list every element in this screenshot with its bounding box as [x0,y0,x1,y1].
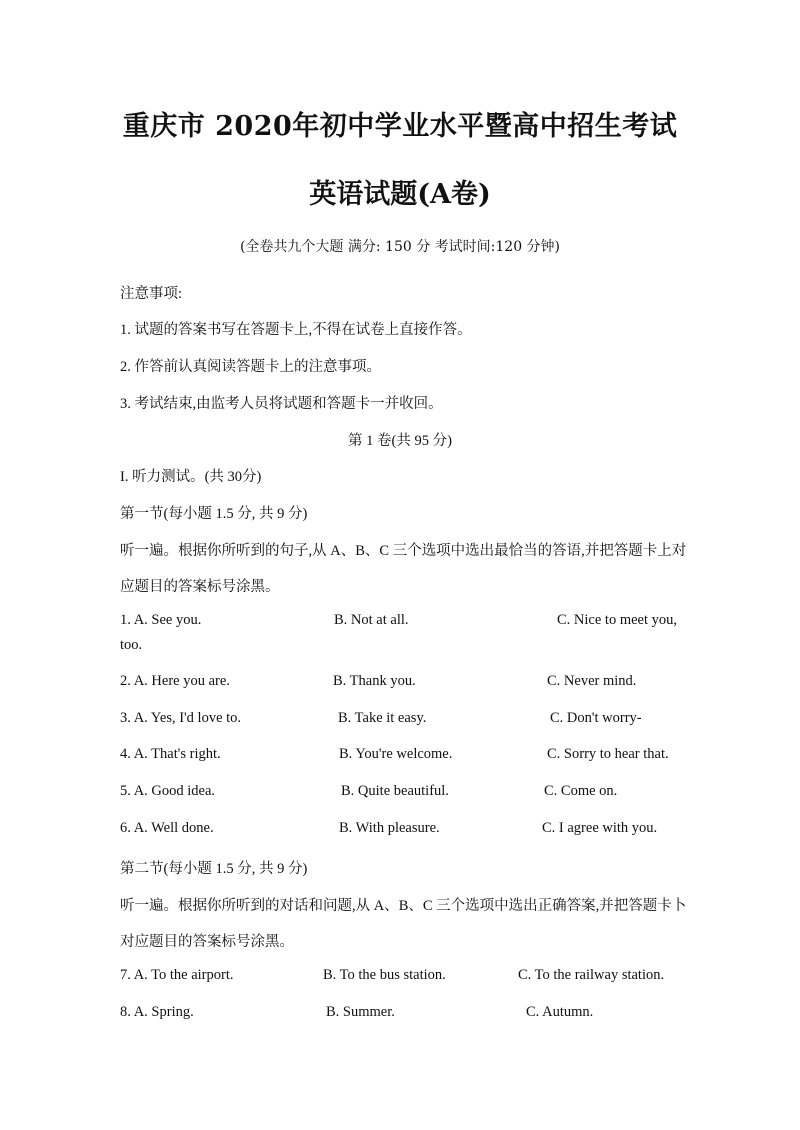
notice-item: 2. 作答前认真阅读答题卡上的注意事项。 [120,359,381,375]
part2-instruction: 听一遍。根据你所听到的对话和问题,从 A、B、C 三个选项中选出正确答案,并把答题卡卜 [120,898,687,914]
option-c: C. Never mind. [547,673,637,689]
part1-title: 第一节(每小题 1.5 分, 共 9 分) [120,506,308,522]
option-b: B. You're welcome. [339,746,453,762]
option-c: C. I agree with you. [542,820,658,836]
question-row [120,746,690,768]
option-c: C. Autumn. [526,1004,594,1020]
option-a: 4. A. That's right. [120,746,221,762]
option-c-continued: too. [120,637,143,653]
part2-instruction-cont: 对应题目的答案标号涂黑。 [120,934,294,950]
exam-title: 重庆市 2020年初中学业水平暨高中招生考试 [122,111,678,142]
option-b: B. Not at all. [334,612,409,628]
option-b: B. To the bus station. [323,967,446,983]
notice-heading: 注意事项: [120,286,183,302]
exam-info: (全卷共九个大题 满分: 150 分 考试时间:120 分钟) [239,239,561,255]
part1-instruction-cont: 应题目的答案标号涂黑。 [120,579,280,595]
question-row [120,967,690,989]
part1-instruction: 听一遍。根据你所听到的句子,从 A、B、C 三个选项中选出最恰当的答语,并把答题卡上对 [120,543,687,559]
part2-title: 第二节(每小题 1.5 分, 共 9 分) [120,861,308,877]
option-b: B. Thank you. [333,673,416,689]
option-b: B. Take it easy. [338,710,427,726]
option-b: B. Summer. [326,1004,395,1020]
option-a: 8. A. Spring. [120,1004,194,1020]
question-row [120,673,690,695]
question-row [120,820,690,842]
notice-item: 1. 试题的答案书写在答题卡上,不得在试卷上直接作答。 [120,322,472,338]
question-row [120,783,690,805]
option-a: 2. A. Here you are. [120,673,230,689]
option-a: 3. A. Yes, I'd love to. [120,710,242,726]
option-c: C. Nice to meet you, [557,612,678,628]
exam-subtitle: 英语试题(A卷) [309,179,491,210]
option-a: 6. A. Well done. [120,820,214,836]
question-row [120,612,690,634]
question-row [120,710,690,732]
volume-heading: 第 1 卷(共 95 分) [348,433,452,449]
option-a: 5. A. Good idea. [120,783,216,799]
option-a: 7. A. To the airport. [120,967,234,983]
option-a: 1. A. See you. [120,612,202,628]
section-title: I. 听力测试。(共 30分) [120,469,262,485]
option-c: C. To the railway station. [518,967,665,983]
option-b: B. With pleasure. [339,820,440,836]
option-c: C. Don't worry- [550,710,642,726]
question-row [120,1004,690,1026]
option-b: B. Quite beautiful. [341,783,449,799]
option-c: C. Come on. [544,783,618,799]
option-c: C. Sorry to hear that. [547,746,669,762]
notice-item: 3. 考试结束,由监考人员将试题和答题卡一并收回。 [120,396,443,412]
